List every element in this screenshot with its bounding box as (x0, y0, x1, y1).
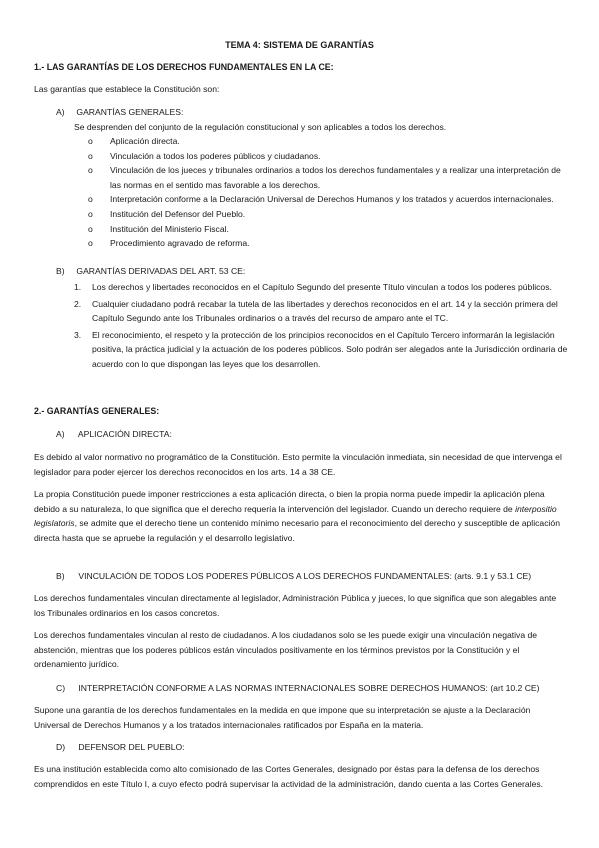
paragraph: Los derechos fundamentales vinculan directamente al legislador, Administración Pública y jueces, lo que significa que son alegables ante los Tribunales ordinarios en los casos concretos. (34, 593, 557, 618)
section-1-heading: 1.- LAS GARANTÍAS DE LOS DERECHOS FUNDAMENTALES EN LA CE: (34, 62, 334, 72)
list-number: 3. (74, 329, 82, 340)
art53-guarantees-list (74, 280, 570, 372)
subsection-letter: D) (56, 742, 66, 752)
paragraph (34, 487, 564, 545)
document-title: TEMA 4: SISTEMA DE GARANTÍAS (225, 40, 374, 50)
paragraph: Los derechos fundamentales vinculan al resto de ciudadanos. A los ciudadanos solo se les puede exigir una vinculación negativa de abstención, mientras que los poderes públicos están vinculados positivamente en los términos previstos por la Constitución y el ordenamiento jurídico. (34, 630, 538, 670)
list-item (74, 280, 570, 295)
subsection-1a-heading (56, 105, 183, 120)
list-item: o Interpretación conforme a la Declaración Universal de Derechos Humanos y los tratados y acuerdos internacionales. (84, 192, 574, 207)
paragraph: Es una institución establecida como alto comisionado de las Cortes Generales, designado por éstas para la defensa de los derechos comprendidos en este Título I, a cuyo efecto podrá supervisar la actividad de la administración, dando cuenta a las Cortes Generales. (34, 764, 544, 789)
list-item: o Procedimiento agravado de reforma. (84, 236, 574, 251)
list-item: o Aplicación directa. (84, 134, 574, 149)
list-item: o Institución del Defensor del Pueblo. (84, 207, 574, 222)
list-item (74, 328, 570, 372)
subsection-letter: C) (56, 683, 66, 693)
list-text: Los derechos y libertades reconocidos en el Capítulo Segundo del presente Título vinculan a todos los poderes públicos. (92, 282, 552, 292)
subsection-label: INTERPRETACIÓN CONFORME A LAS NORMAS INTERNACIONALES SOBRE DERECHOS HUMANOS: (art 10.2 CE) (78, 683, 540, 693)
list-text: Cualquier ciudadano podrá recabar la tutela de las libertades y derechos reconocidos en el art. 14 y la sección primera del Capítulo Segundo ante los Tribunales ordinarios o a través del recurso de amparo ante el TC. (92, 298, 558, 324)
subsection-2a-heading (56, 427, 172, 442)
subsection-letter: B) (56, 571, 65, 581)
paragraph: Es debido al valor normativo no programático de la Constitución. Esto permite la vinculación inmediata, sin necesidad de que intervenga el legislador para poder ejercer los derechos reconocidos en los arts. 14 a 38 CE. (34, 452, 562, 477)
list-item: o Institución del Ministerio Fiscal. (84, 222, 574, 237)
list-number: 2. (74, 298, 82, 309)
list-number: 1. (74, 282, 82, 292)
paragraph-text: , se admite que el derecho tiene un contenido mínimo necesario para el reconocimiento del derecho y susceptible de aplicación directa hasta que se apruebe la regulación y el desarrollo legislativo. (34, 518, 560, 543)
general-guarantees-list (84, 134, 574, 251)
subsection-1a-text: Se desprenden del conjunto de la regulación constitucional y son aplicables a todos los derechos. (74, 122, 447, 132)
list-item (74, 297, 570, 326)
subsection-2b-heading (56, 569, 531, 584)
subsection-label: GARANTÍAS DERIVADAS DEL ART. 53 CE: (76, 266, 246, 276)
subsection-2d-heading (56, 740, 185, 755)
subsection-letter: A) (56, 429, 65, 439)
list-item: o Vinculación de los jueces y tribunales ordinarios a todos los derechos fundamentales y a realizar una interpretación de las normas en el sentido mas favorable a los derechos. (84, 163, 574, 192)
subsection-label: GARANTÍAS GENERALES: (76, 107, 184, 117)
subsection-letter: B) (56, 266, 65, 276)
list-text: El reconocimiento, el respeto y la protección de los principios reconocidos en el Capítulo Tercero informarán la legislación positiva, la práctica judicial y la actuación de los poderes públicos. Solo podrán ser alegados ante la Jurisdicción ordinaria de acuerdo con lo que dispongan las leyes que los desarrollen. (92, 329, 568, 369)
paragraph: Supone una garantía de los derechos fundamentales en la medida en que impone que su interpretación se ajuste a la Declaración Universal de Derechos Humanos y a los tratados internacionales ratificados por España en la materia. (34, 705, 531, 730)
subsection-label: VINCULACIÓN DE TODOS LOS PODERES PÚBLICOS A LOS DERECHOS FUNDAMENTALES: (arts. 9.1 y 53.1 CE) (78, 571, 532, 581)
subsection-label: APLICACIÓN DIRECTA: (77, 429, 172, 439)
section-2-heading: 2.- GARANTÍAS GENERALES: (34, 406, 160, 416)
subsection-2c-heading (56, 681, 540, 696)
subsection-label: DEFENSOR DEL PUEBLO: (78, 742, 185, 752)
subsection-letter: A) (56, 107, 65, 117)
list-item: o Vinculación a todos los poderes públicos y ciudadanos. (84, 149, 574, 164)
subsection-1b-heading (56, 264, 245, 279)
italic-term: interpositio legislatoris (34, 503, 557, 529)
section-1-intro: Las garantías que establece la Constitución son: (34, 84, 220, 94)
paragraph-text: La propia Constitución puede imponer restricciones a esta aplicación directa, o bien la propia norma puede impedir la aplicación plena debido a su naturaleza, lo que significa que el derecho requería la intervención del legislador. Cuando un derecho requiere de (34, 489, 545, 514)
